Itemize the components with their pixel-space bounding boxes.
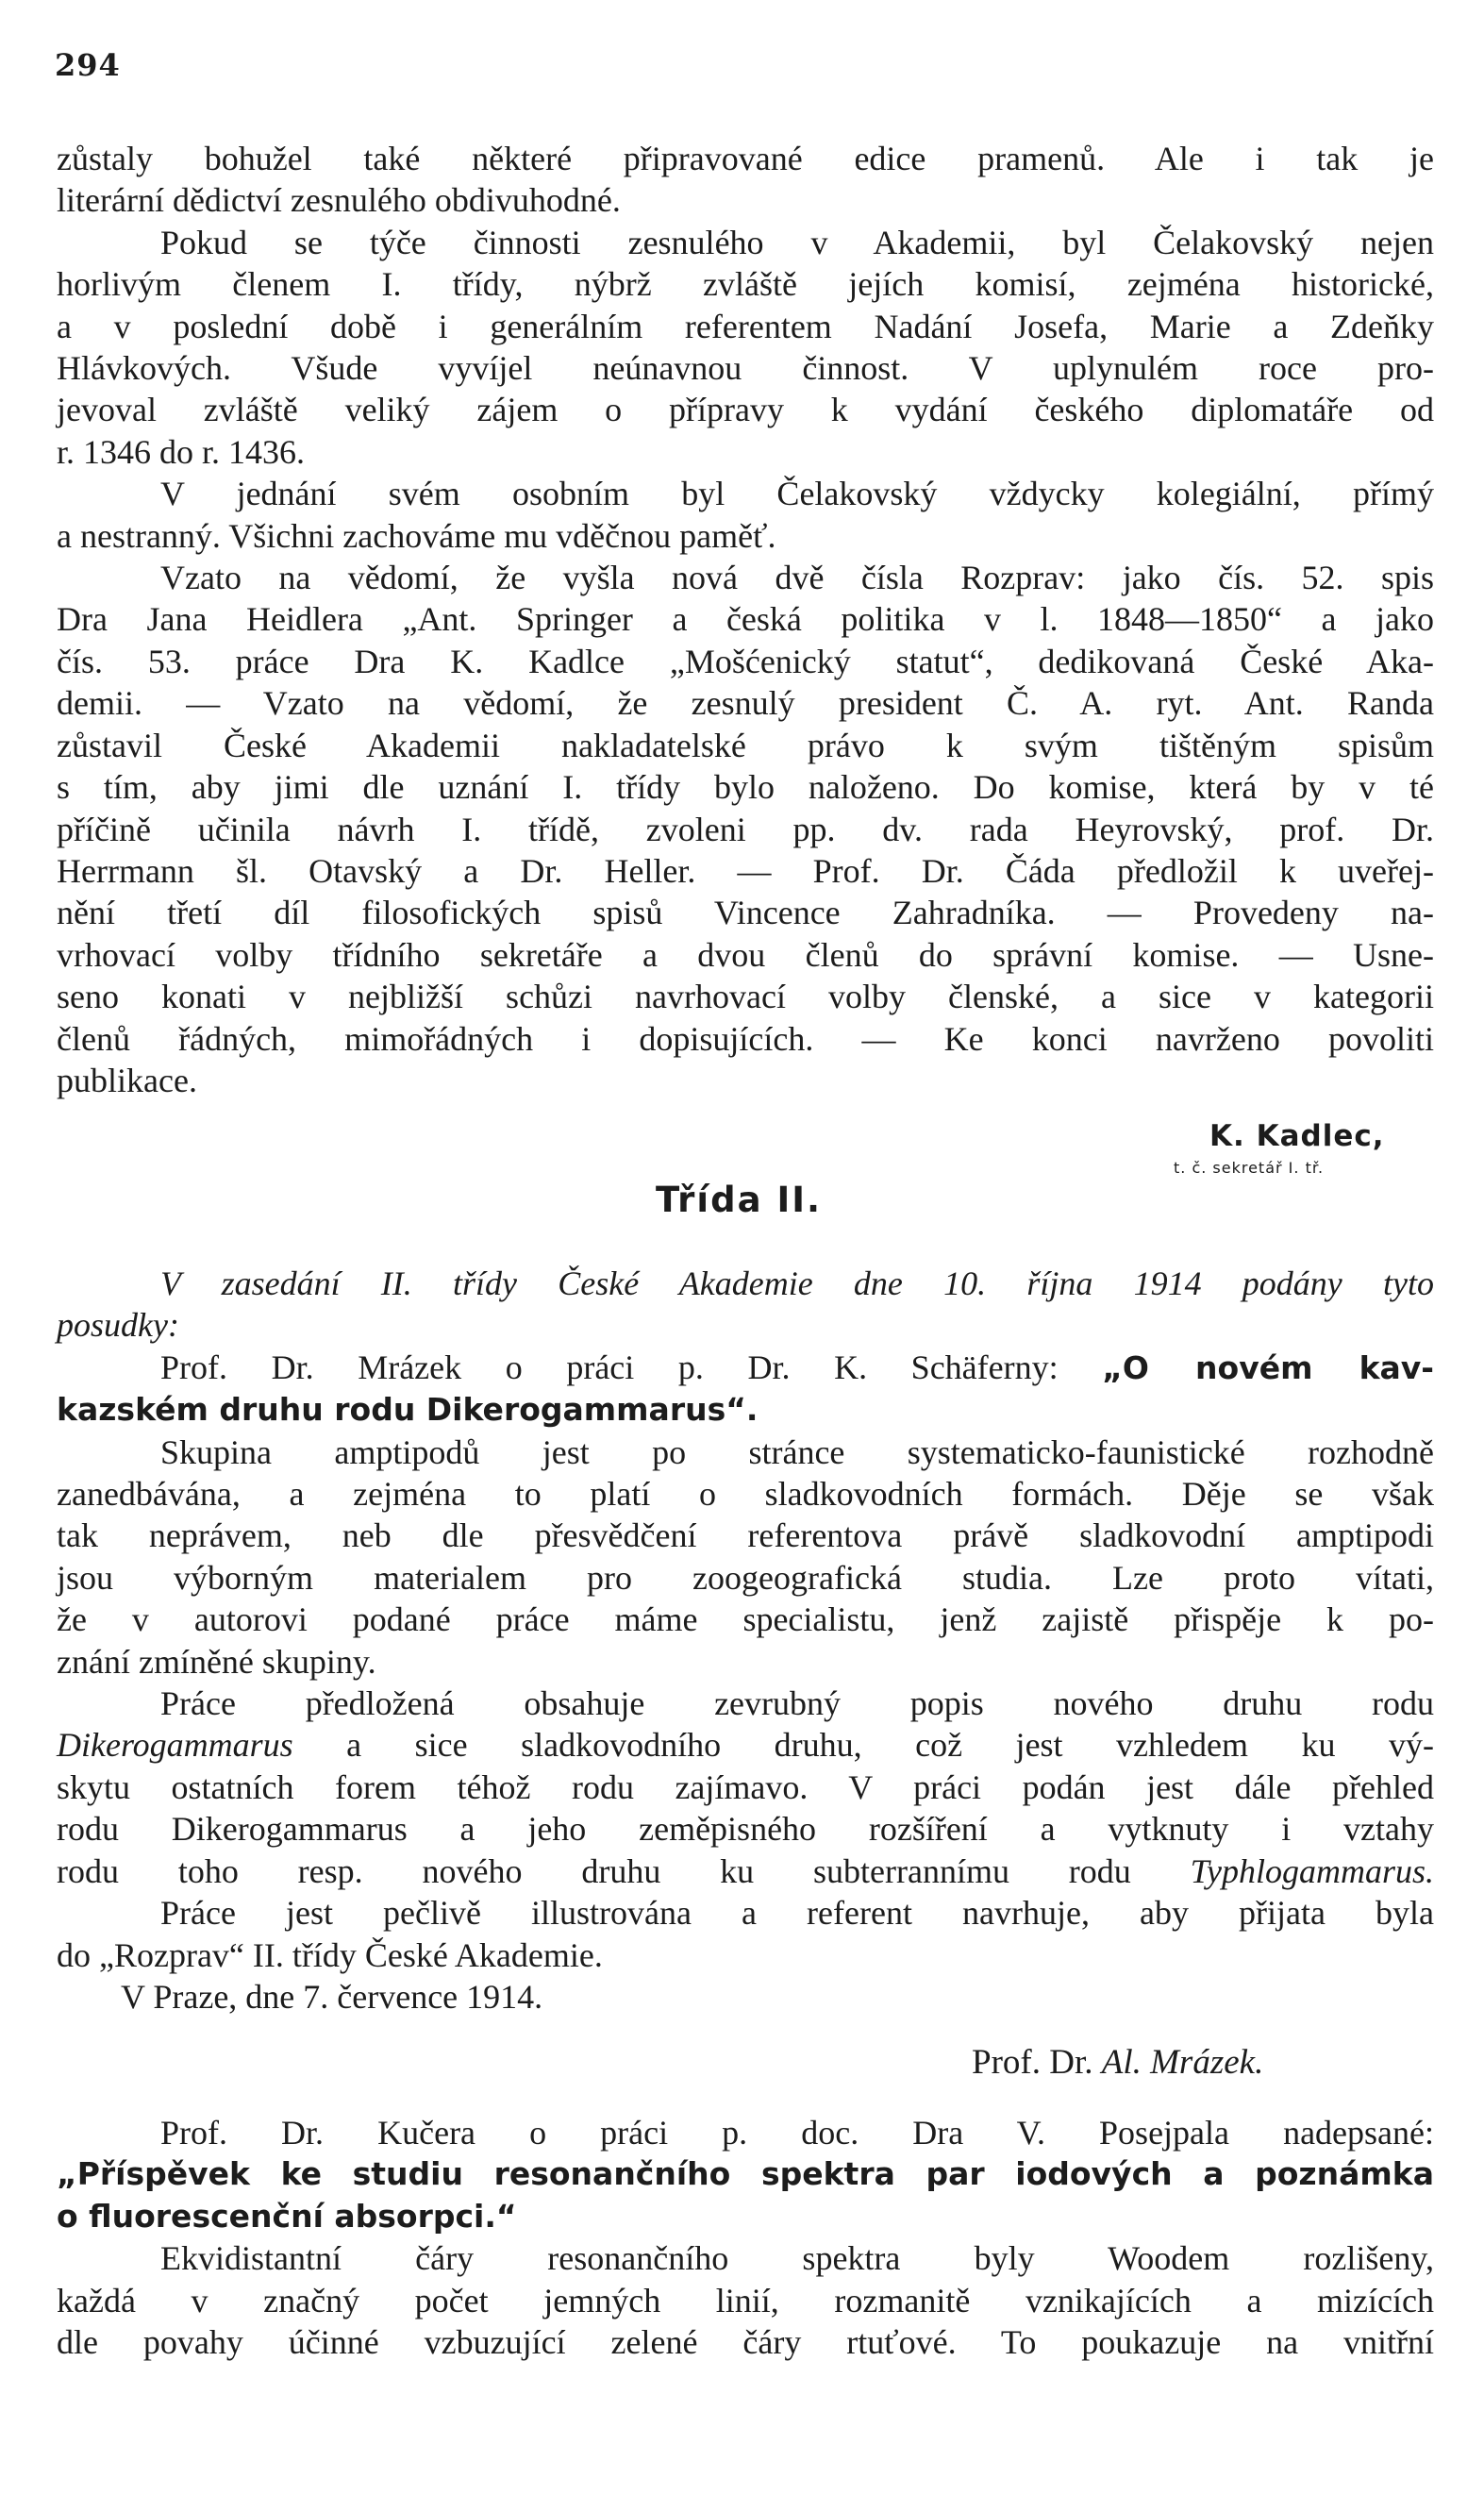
text-line: členů řádných, mimořádných i dopisujících. — Ke konci navrženo povoliti: [57, 1019, 1434, 1058]
text-line: rodu Dikerogammarus a jeho zeměpisného rozšíření a vytknuty i vztahy: [57, 1810, 1434, 1849]
intro-line: V zasedání II. třídy České Akademie dne 10. října 1914 podány tyto: [160, 1264, 1434, 1302]
text-line: Ekvidistantní čáry resonančního spektra byly Woodem rozlišeny,: [160, 2239, 1434, 2278]
report-title-line: Prof. Dr. Kučera o práci p. doc. Dra V. Posejpala nadepsané:: [160, 2114, 1434, 2152]
text-line: s tím, aby jimi dle uznání I. třídy bylo naloženo. Do komise, která by v té: [57, 768, 1434, 807]
text-line: Skupina amptipodů jest po stránce systematicko-faunistické rozhodně: [160, 1432, 1434, 1471]
text-line: čís. 53. práce Dra K. Kadlce „Mošćenický statut“, dedikovaná České Aka-: [57, 642, 1434, 680]
section-celakovsky: [57, 138, 1434, 1101]
text-line: zůstaly bohužel také některé připravované edice pramenů. Ale i tak je: [57, 140, 1434, 177]
text-line: zanedbávána, a zejména to platí o sladkovodních formách. Děje se však: [57, 1475, 1434, 1514]
signature-kadlec: K. Kadlec,: [1209, 1119, 1385, 1153]
section-class-two: [57, 1263, 1434, 2018]
report-title-work: „O novém kav-: [1102, 1348, 1435, 1386]
text-line: znání zmíněné skupiny.: [57, 1642, 376, 1681]
text-line: a nestranný. Všichni zachováme mu vděčnou paměť.: [57, 516, 776, 555]
text-line: demii. — Vzato na vědomí, že zesnulý president Č. A. ryt. Ant. Randa: [57, 684, 1434, 723]
text-line: dle povahy účinné vzbuzující zelené čáry rtuťové. To poukazuje na vnitřní: [57, 2323, 1434, 2362]
text-line: Práce jest pečlivě illustrována a referent navrhuje, aby přijata byla: [160, 1894, 1434, 1933]
text-line: zůstavil České Akademii nakladatelské právo k svým tištěným spisům: [57, 726, 1434, 764]
text-fragment: rodu toho resp. nového druhu ku subterrannímu rodu: [57, 1851, 1191, 1890]
text-fragment: a sice sladkovodního druhu, což jest vzhledem ku vý-: [292, 1726, 1434, 1765]
text-line: Dra Jana Heidlera „Ant. Springer a česká politika v l. 1848—1850“ a jako: [57, 600, 1434, 639]
text-line: publikace.: [57, 1061, 197, 1099]
text-line: [57, 1724, 1434, 1766]
text-line: Práce předložená obsahuje zevrubný popis nového druhu rodu: [160, 1684, 1434, 1723]
page-number: 294: [55, 47, 121, 83]
text-line: každá v značný počet jemných linií, rozmanitě vznikajících a mizících: [57, 2281, 1434, 2319]
text-line: Vzato na vědomí, že vyšla nová dvě čísla Rozprav: jako čís. 52. spis: [160, 559, 1434, 597]
signature-name: Al. Mrázek.: [1101, 2043, 1264, 2082]
text-line: tak neprávem, neb dle přesvědčení referentova právě sladkovodní amptipodi: [57, 1516, 1434, 1555]
text-line: skytu ostatních forem téhož rodu zajímavo. V práci podán jest dále přehled: [57, 1767, 1434, 1806]
text-line: vrhovací volby třídního sekretáře a dvou členů do správní komise. — Usne-: [57, 935, 1434, 974]
text-line: r. 1346 do r. 1436.: [57, 432, 306, 471]
intro-line: posudky:: [57, 1306, 179, 1345]
report-title-author: Prof. Dr. Mrázek o práci p. Dr. K. Schäferny:: [160, 1348, 1103, 1386]
report-title-line: [57, 1347, 1434, 1389]
text-line: seno konati v nejbližší schůzi navrhovací volby členské, a sice v kategorii: [57, 978, 1434, 1016]
genus-name: Typhlogammarus.: [1190, 1851, 1434, 1890]
signature-prefix: Prof. Dr.: [972, 2043, 1102, 2082]
text-line: literární dědictví zesnulého obdivuhodné.: [57, 181, 621, 220]
report-title-line: o fluorescenční absorpci.“: [57, 2197, 517, 2235]
section-heading: Třída II.: [656, 1180, 823, 1220]
text-line: jevoval zvláště veliký zájem o přípravy k vydání českého diplomatáře od: [57, 391, 1434, 429]
text-line: nění třetí díl filosofických spisů Vincence Zahradníka. — Provedeny na-: [57, 894, 1434, 932]
genus-name: Dikerogammarus: [57, 1726, 293, 1765]
text-line: že v autorovi podané práce máme specialistu, jenž zajistě přispěje k po-: [57, 1600, 1434, 1639]
text-line: do „Rozprav“ II. třídy České Akademie.: [57, 1935, 603, 1974]
text-line: V jednání svém osobním byl Čelakovský vždycky kolegiální, přímý: [160, 475, 1434, 513]
date-line: V Praze, dne 7. července 1914.: [121, 1977, 543, 2016]
report-title-line: „Příspěvek ke studiu resonančního spektra par iodových a poznámka: [57, 2155, 1434, 2193]
text-line: a v poslední době i generálním referentem Nadání Josefa, Marie a Zdeňky: [57, 307, 1434, 345]
text-line: [57, 1851, 1434, 1892]
text-line: Hlávkových. Všude vyvíjel neúnavnou činnost. V uplynulém roce pro-: [57, 349, 1434, 388]
text-line: Herrmann šl. Otavský a Dr. Heller. — Prof. Dr. Čáda předložil k uveřej-: [57, 851, 1434, 890]
text-line: jsou výborným materialem pro zoogeografická studia. Lze proto vítati,: [57, 1558, 1434, 1597]
signature-kadlec-title: t. č. sekretář I. tř.: [1174, 1159, 1325, 1177]
text-line: Pokud se týče činnosti zesnulého v Akademii, byl Čelakovský nejen: [160, 223, 1434, 261]
signature-mrazek: [972, 2042, 1263, 2083]
text-line: příčině učinila návrh I. třídě, zvoleni pp. dv. rada Heyrovský, prof. Dr.: [57, 810, 1434, 848]
report-title-line: kazském druhu rodu Dikerogammarus“.: [57, 1391, 759, 1429]
text-line: horlivým členem I. třídy, nýbrž zvláště jejích komisí, zejména historické,: [57, 265, 1434, 304]
section-report-two: [57, 2112, 1434, 2363]
